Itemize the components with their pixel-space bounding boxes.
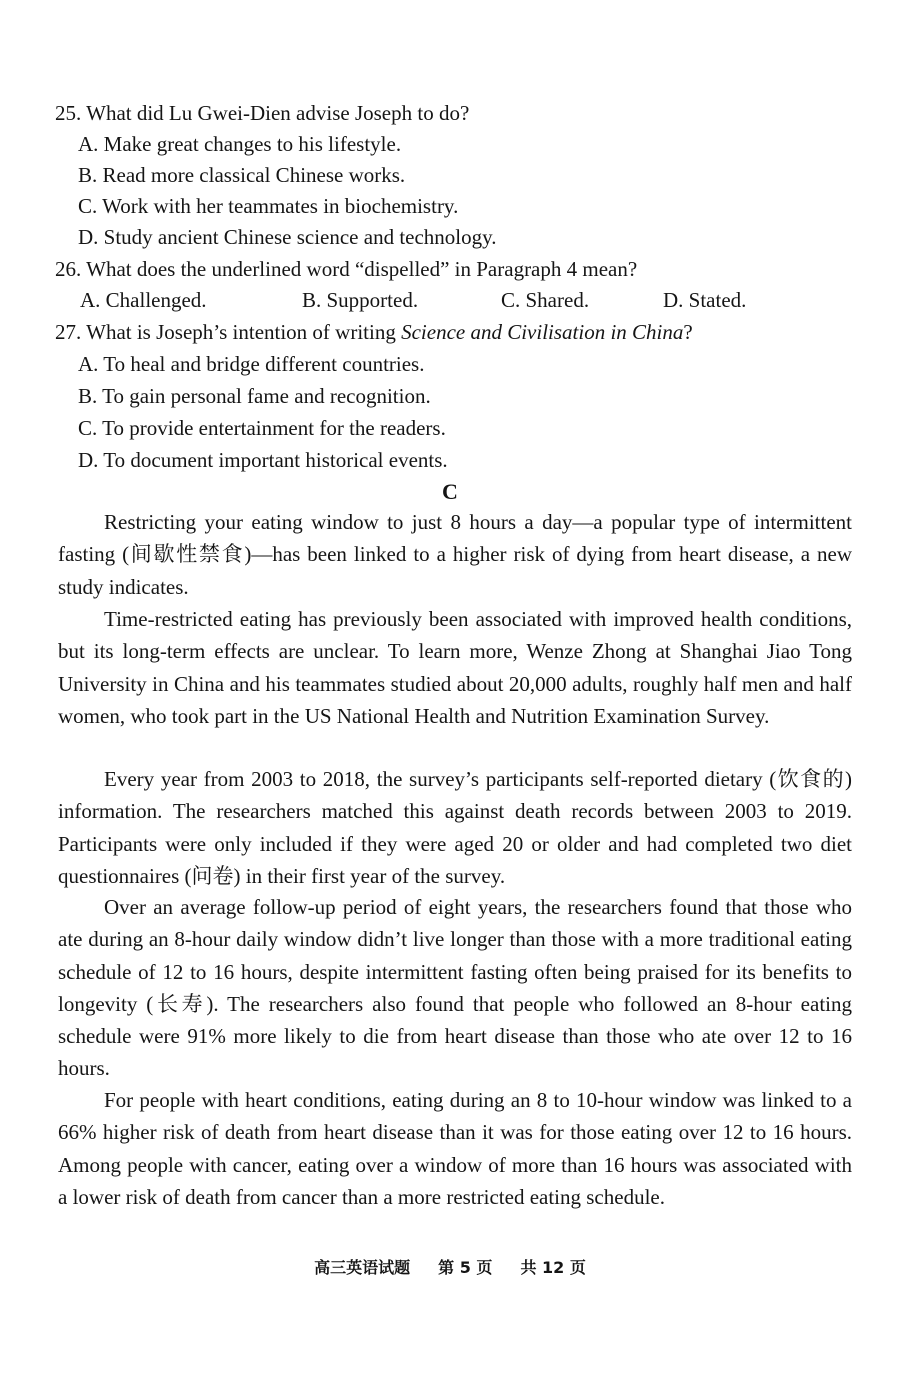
question-25-option-b: B. Read more classical Chinese works. xyxy=(78,163,406,187)
question-27-stem-suffix: ? xyxy=(683,320,693,344)
question-27-option-d: D. To document important historical events. xyxy=(78,448,448,472)
question-26-option-a: A. Challenged. xyxy=(80,288,207,312)
question-25-stem: 25. What did Lu Gwei-Dien advise Joseph to do? xyxy=(55,101,470,125)
question-26-option-d: D. Stated. xyxy=(663,288,747,312)
book-title: Science and Civilisation in China xyxy=(401,320,684,344)
question-27-stem xyxy=(55,317,693,347)
passage-paragraph-2: Time-restricted eating has previously been associated with improved health conditions, but its long-term effects are unclear. To learn more, Wenze Zhong at Shanghai Jiao Tong University in China and his teammates studied about 20,000 adults, roughly half men and half women, who took part in the US National Health and Nutrition Examination Survey. xyxy=(58,607,852,728)
question-25-option-a: A. Make great changes to his lifestyle. xyxy=(78,132,402,156)
question-27-option-c: C. To provide entertainment for the readers. xyxy=(78,416,446,440)
question-26-stem: 26. What does the underlined word “dispelled” in Paragraph 4 mean? xyxy=(55,257,638,281)
passage-paragraph-3: Every year from 2003 to 2018, the survey’s participants self-reported dietary (饮食的) information. The researchers matched this against death records between 2003 to 2019. Participants were only included if they were aged 20 or older and had completed two diet questionnaires (问卷) in their first year of the survey. xyxy=(58,767,852,888)
question-26-option-c: C. Shared. xyxy=(501,288,590,312)
question-27-option-b: B. To gain personal fame and recognition. xyxy=(78,384,431,408)
passage-paragraph-1: Restricting your eating window to just 8 hours a day—a popular type of intermittent fasting (间歇性禁食)—has been linked to a higher risk of dying from heart disease, a new study indicates. xyxy=(58,510,852,599)
footer-exam-title: 高三英语试题 xyxy=(314,1258,411,1277)
page-footer xyxy=(0,1256,900,1280)
section-heading: C xyxy=(442,479,458,504)
passage-paragraph-4: Over an average follow-up period of eight years, the researchers found that those who ate during an 8-hour daily window didn’t live longer than those with a more traditional eating schedule of 12 to 16 hours, despite intermittent fasting often being praised for its benefits to longevity (长寿). The researchers also found that people who followed an 8-hour eating schedule were 91% more likely to die from heart disease than those who ate over 12 to 16 hours. xyxy=(58,895,852,1081)
question-25-option-c: C. Work with her teammates in biochemistry. xyxy=(78,194,459,218)
passage-paragraph-5: For people with heart conditions, eating during an 8 to 10-hour window was linked to a 66% higher risk of death from heart disease than it was for those eating over 12 to 16 hours. Among people with cancer, eating over a window of more than 16 hours was associated with a lower risk of death from cancer than a more restricted eating schedule. xyxy=(58,1088,852,1209)
footer-total-pages: 共 12 页 xyxy=(520,1258,586,1277)
question-26-option-b: B. Supported. xyxy=(302,288,419,312)
question-25-option-d: D. Study ancient Chinese science and technology. xyxy=(78,225,497,249)
question-27-option-a: A. To heal and bridge different countries. xyxy=(78,352,425,376)
question-27-stem-prefix: 27. What is Joseph’s intention of writing xyxy=(55,320,402,344)
footer-page-number: 第 5 页 xyxy=(438,1258,493,1277)
